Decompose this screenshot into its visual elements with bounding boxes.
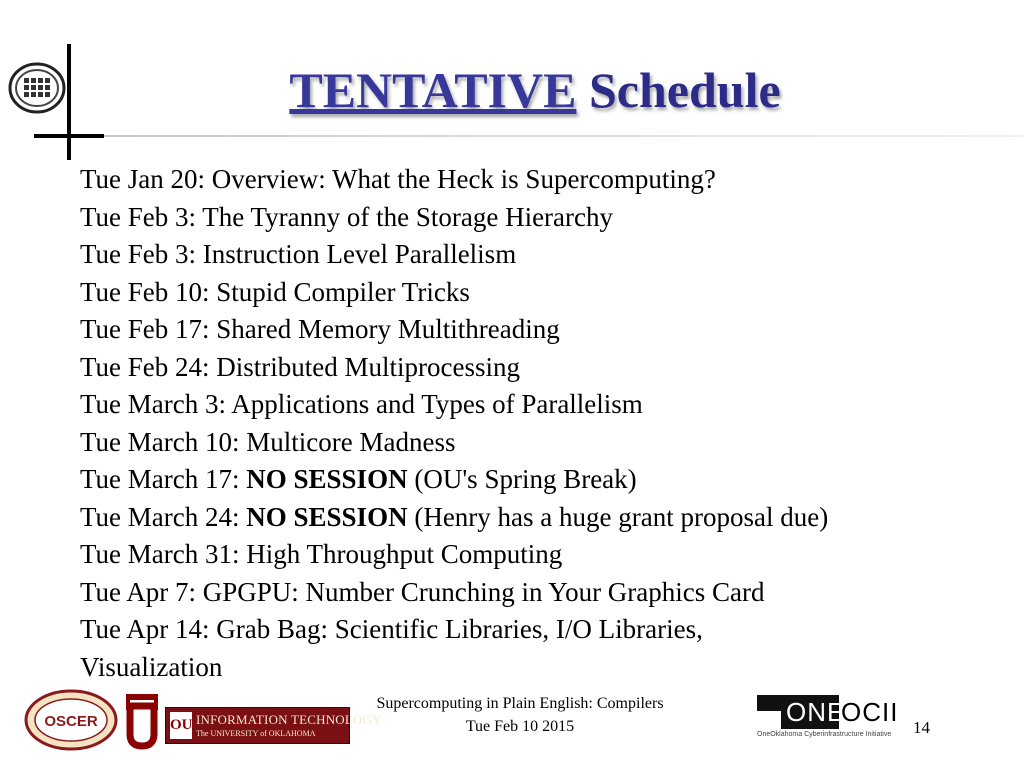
schedule-date: Tue March 3: [80,389,226,419]
schedule-item [80,161,1000,199]
schedule-topic: GPGPU: Number Crunching in Your Graphics Card [202,576,765,607]
schedule-topic: Shared Memory Multithreading [216,314,560,344]
schedule-topic: Overview: What the Heck is Supercomputing? [211,164,716,194]
schedule-topic: Grab Bag: Scientific Libraries, I/O Libraries, Visualization [80,614,703,682]
oneocii-tagline: OneOklahoma Cyberinfrastructure Initiative [757,731,892,738]
schedule-list [80,161,1000,686]
it-banner-logo [165,707,382,744]
schedule-date: Tue March 10: [80,426,240,457]
schedule-topic: Instruction Level Parallelism [202,239,517,269]
schedule-date: Tue Apr 7: [80,576,197,607]
footer-date: Tue Feb 10 2015 [465,718,575,735]
schedule-item [80,199,1000,237]
schedule-item [80,611,840,686]
schedule-item [80,386,1000,424]
no-session-label: NO SESSION [246,464,408,494]
schedule-item [80,349,1000,387]
schedule-date: Tue Apr 14: [80,614,210,644]
horizontal-rule-accent [34,134,104,138]
schedule-date: Tue Feb 10: [80,276,210,307]
schedule-date: Tue Feb 3: [80,239,197,269]
slide-title [0,55,1024,125]
it-banner-title: INFORMATION TECHNOLOGY [196,712,382,727]
schedule-topic: Multicore Madness [246,426,456,457]
footer [330,692,710,738]
schedule-item [80,461,1000,499]
schedule-item [80,499,1000,537]
oneocii-one: ONE [786,697,846,727]
schedule-date: Tue March 31: [80,539,240,569]
oscer-text: OSCER [44,713,98,730]
ou-logo [120,688,164,750]
schedule-topic: High Throughput Computing [246,539,563,569]
schedule-item [80,274,1000,312]
schedule-date: Tue March 17: [80,464,240,494]
title-rest: Schedule [588,62,781,118]
oneocii-ocii: OCII [841,697,899,727]
schedule-item [80,536,1000,574]
schedule-topic: Applications and Types of Parallelism [231,389,643,419]
schedule-topic: Stupid Compiler Tricks [216,276,470,307]
oscer-seal-logo [24,689,118,751]
it-banner-subtitle: The UNIVERSITY of OKLAHOMA [196,729,316,738]
schedule-item [80,424,1000,462]
horizontal-rule [104,135,1024,137]
schedule-topic: (Henry has a huge grant proposal due) [414,501,829,532]
no-session-label: NO SESSION [246,501,408,532]
schedule-date: Tue Jan 20: [80,164,206,194]
schedule-date: Tue Feb 3: [80,201,197,232]
schedule-date: Tue Feb 24: [80,351,210,382]
schedule-date: Tue March 24: [80,501,240,532]
schedule-topic: The Tyranny of the Storage Hierarchy [202,201,614,232]
schedule-item [80,574,1000,612]
oneocii-logo [757,693,897,745]
schedule-topic: (OU's Spring Break) [414,464,637,494]
page-number: 14 [913,718,930,737]
schedule-item [80,236,1000,274]
schedule-topic: Distributed Multiprocessing [216,351,521,382]
footer-course-title: Supercomputing in Plain English: Compilers [376,695,664,712]
title-emphasis: TENTATIVE [289,62,577,118]
schedule-item [80,311,1000,349]
ou-mini-icon: OU [170,712,192,739]
schedule-date: Tue Feb 17: [80,314,210,344]
